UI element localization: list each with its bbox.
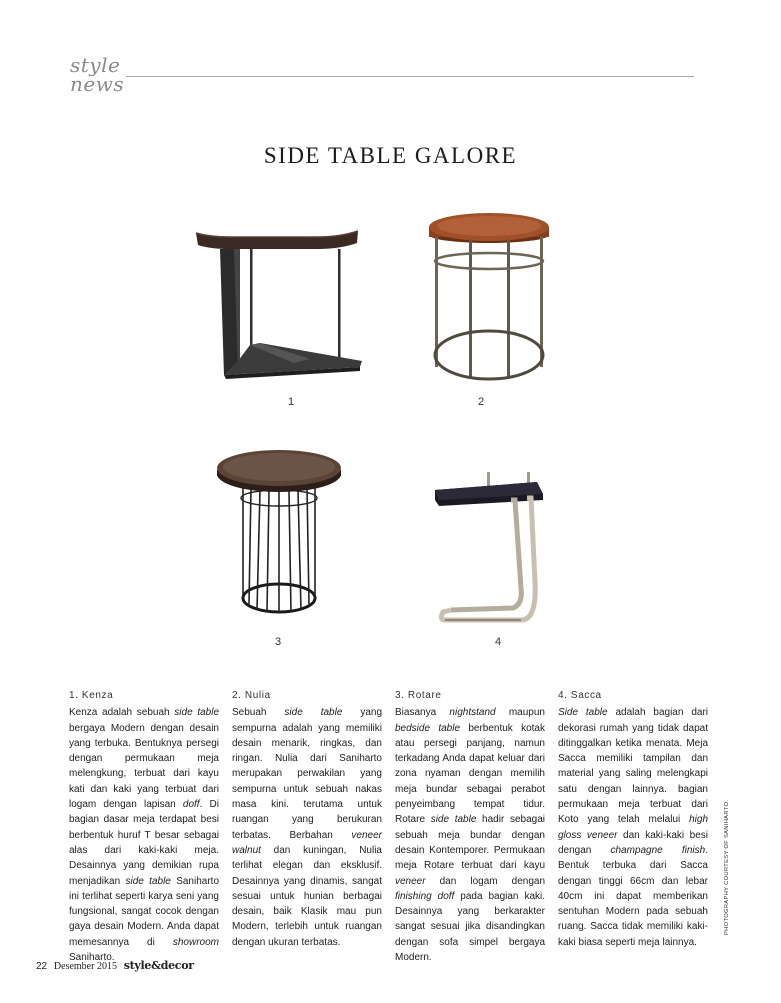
product-image-nulia — [423, 205, 555, 387]
page-number: 22 — [36, 961, 48, 972]
body-text: Sebuah — [232, 707, 285, 719]
column-body — [69, 705, 219, 965]
photo-credit: PHOTOGRAPHY COURTESY OF SANIHARTO. — [724, 799, 730, 935]
body-text: yang sempurna adalah yang memiliki desain menarik, ringkas, dan ringan. Nulia dari Saniharto merupakan perwakilan yang sempurna untuk sebuah nakas masa kini. terutama untuk ruangan yang berukuran terbatas. Berbahan — [232, 707, 383, 841]
body-text: hadir sebagai sebuah meja bundar dengan desain Kontemporer. Permukaan meja Rotare terbuat dari kayu — [395, 814, 545, 872]
emphasis-text: Side table — [558, 707, 608, 719]
body-text: . Bentuk terbuka dari Sacca dengan tinggi 66cm dan lebar 40cm ini dapat memberikan sentuhan Modern pada sebuah ruang. Sacca tidak memiliki kaki-kaki biasa seperti meja lainnya. — [558, 844, 708, 948]
body-text: pada bagian kaki. Desainnya yang berkarakter sangat sesuai jika disandingkan dengan sofa simpel bergaya Modern. — [395, 890, 546, 964]
emphasis-text: high gloss veneer — [558, 814, 708, 841]
emphasis-text: side table — [174, 707, 220, 719]
product-image-sacca — [431, 470, 549, 630]
emphasis-text: side table — [284, 707, 343, 719]
body-text: Biasanya — [395, 707, 450, 719]
body-text: dan logam dengan — [425, 875, 545, 887]
text-column-kenza — [69, 688, 219, 965]
body-text: berbentuk kotak atau persegi panjang, namun terkadang Anda dapat keluar dari zona nyaman dengan memilih meja bundar sebagai perabot penyeimbang tempat tidur. Rotare — [395, 722, 545, 826]
figure-number-2: 2 — [477, 396, 485, 408]
emphasis-text: nightstand — [449, 707, 496, 719]
product-image-rotare — [213, 448, 343, 620]
emphasis-text: veneer walnut — [232, 829, 382, 856]
body-text: Saniharto. — [69, 952, 115, 964]
product-image-kenza — [190, 225, 370, 385]
emphasis-text: veneer — [395, 875, 426, 887]
figure-number-4: 4 — [494, 636, 502, 648]
column-body — [558, 705, 708, 950]
body-text: Saniharto ini terlihat seperti karya seni yang fungsional, sangat cocok dengan gaya desain Modern. Anda dapat memesannya di — [69, 875, 220, 948]
body-text: maupun — [495, 707, 545, 719]
page-footer — [36, 959, 194, 973]
figure-number-3: 3 — [274, 636, 282, 648]
column-heading: 1. Kenza — [69, 690, 114, 701]
text-column-nulia — [232, 688, 382, 950]
body-text: adalah bagian dari dekorasi rumah yang tidak dapat ditinggalkan ketika menata. Meja Sacca memiliki tampilan dan material yang saling melengkapi satu dengan lainnya. bagian permukaan meja terbuat dari Koto yang telah melalui — [558, 707, 708, 826]
header-rule — [126, 76, 694, 77]
body-text: . Di bagian dasar meja terdapat besi berbentuk huruf T besar sebagai alas dari kaki-kaki meja. Desainnya yang demikian rupa menjadikan — [69, 799, 219, 887]
section-tag-line1: style — [70, 53, 121, 77]
column-body — [395, 705, 545, 965]
emphasis-text: doff — [182, 799, 200, 811]
page-title: SIDE TABLE GALORE — [263, 143, 518, 168]
figure-number-1: 1 — [287, 396, 295, 408]
section-tag-line2: news — [70, 72, 125, 96]
emphasis-text: bedside table — [395, 722, 461, 734]
emphasis-text: side table — [125, 875, 171, 887]
body-text: Kenza adalah sebuah — [69, 707, 175, 719]
magazine-logo: style&decor — [123, 959, 194, 972]
column-heading: 2. Nulia — [232, 690, 271, 701]
emphasis-text: champagne finish — [610, 844, 706, 856]
column-heading: 4. Sacca — [558, 690, 602, 701]
text-column-rotare — [395, 688, 545, 965]
section-tag — [70, 53, 130, 96]
emphasis-text: finishing doff — [395, 890, 455, 902]
body-text: dan kaki-kaki besi dengan — [558, 829, 709, 856]
body-text: dan kuningan, Nulia terlihat elegan dan eksklusif. Desainnya yang dinamis, sangat sesuai untuk hunian berbagai desain, baik Klasik mau pun Modern, terlebih untuk ruangan dengan ukuran terbatas. — [232, 844, 382, 948]
emphasis-text: showroom — [172, 936, 219, 948]
issue-date: Desember 2015 — [53, 961, 117, 972]
emphasis-text: side table — [430, 814, 477, 826]
column-body — [232, 705, 382, 950]
body-text: bergaya Modern dengan desain yang terbuka. Bentuknya persegi dengan permukaan meja melengkung, terbuat dari kayu kati dan kaki yang terbuat dari logam dengan lapisan — [69, 722, 219, 811]
text-column-sacca — [558, 688, 708, 950]
column-heading: 3. Rotare — [395, 690, 442, 701]
